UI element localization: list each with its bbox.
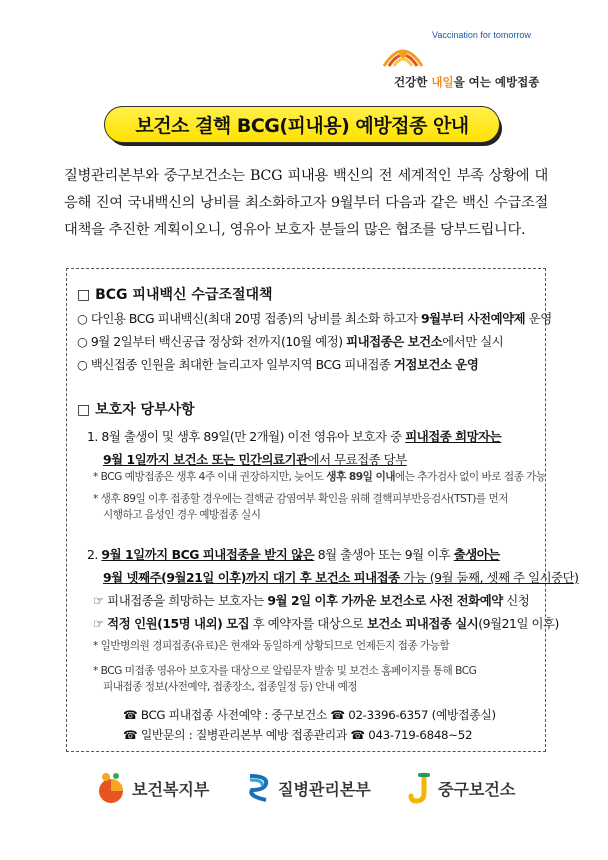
pointing-hand-icon: ☞ <box>93 616 104 631</box>
section1-bullet-3: ○ 백신접종 인원을 최대한 늘리고자 일부지역 BCG 피내접종 거점보건소 운영 <box>77 357 479 372</box>
item2-line-2: 9월 넷째주(9월21일 이후)까지 대기 후 보건소 피내접종 가능 (9월 둘째, 셋째 주 일시중단) <box>103 570 579 585</box>
mohw-logo-icon <box>96 771 126 805</box>
footer-org-2: 질병관리본부 <box>278 779 371 799</box>
junggu-logo-icon <box>408 771 432 805</box>
item2-line-1: 2. 9월 1일까지 BCG 피내접종을 받지 않은 8월 출생아 또는 9월 이후 출생아는 <box>87 547 500 562</box>
footer-logo-kcdc <box>246 768 371 808</box>
item2-line-4: ☞ 적정 인원(15명 내외) 모집 후 예약자를 대상으로 보건소 피내접종 실시(9월21일 이후) <box>93 616 559 631</box>
item1-line-2: 9월 1일까지 보건소 또는 민간의료기관에서 무료접종 당부 <box>103 452 407 467</box>
logo-tagline-en: Vaccination for tomorrow <box>432 30 531 40</box>
section1-title: □ BCG 피내백신 수급조절대책 <box>77 287 273 303</box>
intro-paragraph: 질병관리본부와 중구보건소는 BCG 피내용 백신의 전 세계적인 부족 상황에 대응해 진여 국내백신의 낭비를 최소화하고자 9월부터 다음과 같은 백신 수급조절 대책을 추진한 계획이오니, 영유아 보호자 분들의 많은 협조를 당부드립니다. <box>64 168 548 238</box>
item2-line-3: ☞ 피내접종을 희망하는 보호자는 9월 2일 이후 가까운 보건소로 사전 전화예약 신청 <box>93 593 530 608</box>
title-banner <box>104 106 502 146</box>
item2-note-1: * 일반병의원 경피접종(유료)은 현재와 동일하게 상황되므로 언제든지 접종 가능함 <box>93 640 450 652</box>
phone-icon: ☎ <box>123 728 138 742</box>
vaccination-logo <box>380 22 590 92</box>
item1-note-1: * BCG 예방접종은 생후 4주 이내 권장하지만, 늦어도 생후 89일 이내에는 추가검사 없이 바로 접종 가능 <box>93 471 546 483</box>
contact-general: ☎ 일반문의 : 질병관리본부 예방 접종관리과 ☎ 043-719-6848~52 <box>123 728 473 742</box>
notice-box <box>66 268 579 752</box>
footer-logo-junggu <box>408 768 515 808</box>
logo-slogan: 건강한 내일을 여는 예방접종 <box>394 75 540 89</box>
item1-note-2a: * 생후 89일 이후 접종할 경우에는 결핵균 감염여부 확인을 위해 결핵피부반응검사(TST)를 먼저 <box>93 493 508 505</box>
section2-title: □ 보호자 당부사항 <box>77 402 195 418</box>
sun-logo-icon <box>380 30 426 70</box>
footer-logo-mohw <box>96 768 209 808</box>
item1-note-2b: 시행하고 음성인 경우 예방접종 실시 <box>103 509 261 521</box>
phone-icon: ☎ <box>123 708 138 722</box>
page-title: 보건소 결핵 BCG(피내용) 예방접종 안내 <box>104 106 500 143</box>
kcdc-logo-icon <box>246 772 272 804</box>
section1-bullet-1: ○ 다인용 BCG 피내백신(최대 20명 접종)의 낭비를 최소화 하고자 9월부터 사전예약제 운영 <box>77 311 552 326</box>
item1-line-1: 1. 8월 출생이 및 생후 89일(만 2개월) 이전 영유아 보호자 중 피내접종 희망자는 <box>87 429 502 444</box>
section1-bullet-2: ○ 9월 2일부터 백신공급 정상화 전까지(10월 예정) 피내접종은 보건소에서만 실시 <box>77 334 504 349</box>
footer-org-1: 보건복지부 <box>132 779 210 799</box>
contact-reservation: ☎ BCG 피내접종 사전예약 : 중구보건소 ☎ 02-3396-6357 (예방접종실) <box>123 708 496 722</box>
pointing-hand-icon: ☞ <box>93 593 104 608</box>
item2-note-2a: * BCG 미접종 영유아 보호자를 대상으로 알림문자 발송 및 보건소 홈페이지를 통해 BCG <box>93 665 477 677</box>
footer-org-3: 중구보건소 <box>438 779 516 799</box>
item2-note-2b: 피내접종 정보(사전예약, 접종장소, 접종일정 등) 안내 예정 <box>103 681 358 693</box>
